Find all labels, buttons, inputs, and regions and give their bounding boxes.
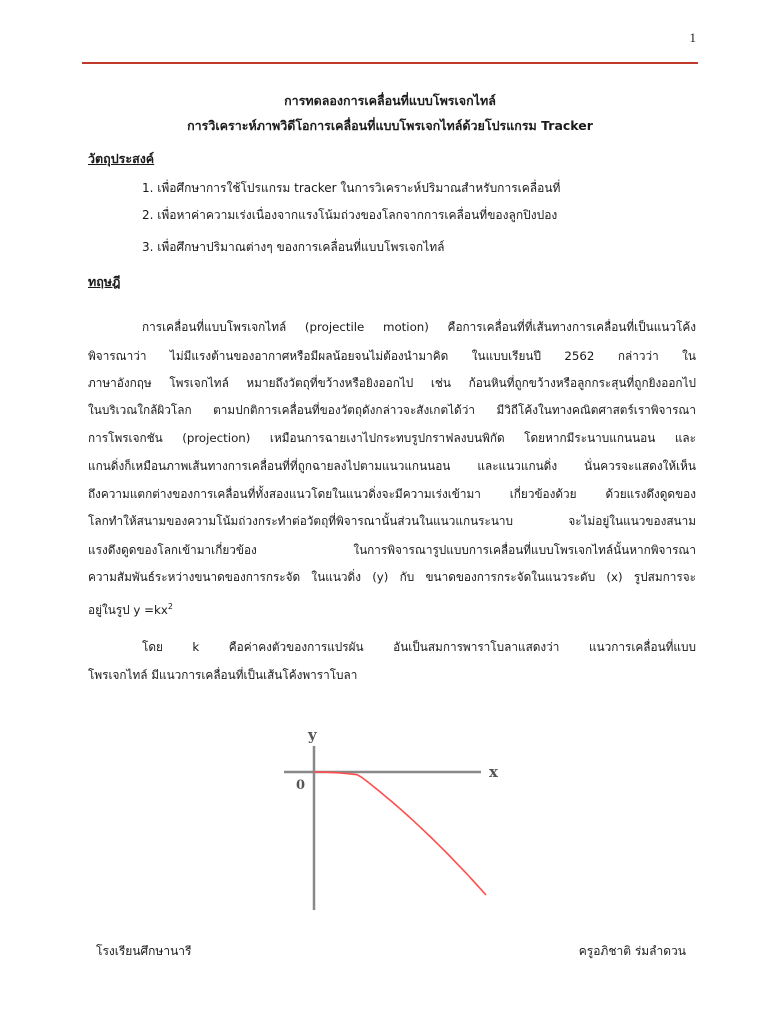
- document-title: การทดลองการเคลื่อนที่แบบโพรเจกไทล์: [284, 93, 496, 108]
- theory-line: โดย k คือค่าคงตัวของการแปรผัน อันเป็นสมการพาราโบลาแสดงว่า แนวการเคลื่อนที่แบบ: [142, 640, 696, 654]
- theory-line: แรงดึงดูดของโลกเข้ามาเกี่ยวข้อง ในการพิจารณารูปแบบการเคลื่อนที่แบบโพรเจกไทล์นั้นหากพิจารณา: [88, 543, 696, 557]
- parabola-figure: [276, 722, 506, 910]
- objective-item-2: 2. เพื่อหาค่าความเร่งเนื่องจากแรงโน้มถ่วงของโลกจากการเคลื่อนที่ของลูกปิงปอง: [142, 208, 558, 222]
- page-number: 1: [689, 30, 696, 45]
- theory-line: โลกทำให้สนามของความโน้มถ่วงกระทำต่อวัตถุที่พิจารณานั้นส่วนในแนวแกนระนาบ จะไม่อยู่ในแนวของสนาม: [88, 514, 696, 528]
- theory-line: โพรเจกไทล์ มีแนวการเคลื่อนที่เป็นเส้นโค้งพาราโบลา: [88, 668, 358, 682]
- theory-line: ความสัมพันธ์ระหว่างขนาดของการกระจัด ในแนวดิ่ง (y) กับ ขนาดของการกระจัดในแนวระดับ (x) รูปสมการจะ: [88, 570, 696, 584]
- theory-line: ถึงความแตกต่างของการเคลื่อนที่ทั้งสองแนวโดยในแนวดิ่งจะมีความเร่งเข้ามา เกี่ยวข้องด้วย ด้วยแรงดึงดูดของ: [88, 487, 696, 501]
- parabola-diagram: [276, 722, 506, 910]
- theory-line: พิจารณาว่า ไม่มีแรงต้านของอากาศหรือมีผลน้อยจนไม่ต้องนำมาคิด ในแบบเรียนปี 2562 กล่าวว่า ใน: [88, 349, 696, 363]
- objectives-heading: วัตถุประสงค์: [88, 151, 155, 166]
- objective-item-1: 1. เพื่อศึกษาการใช้โปรแกรม tracker ในการวิเคราะห์ปริมาณสำหรับการเคลื่อนที่: [142, 181, 561, 195]
- theory-line: แกนดิ่งก็เหมือนภาพเส้นทางการเคลื่อนที่ที่ถูกฉายลงไปตามแนวแกนนอน และแนวแกนดิ่ง นั่นควรจะแสดงให้เห็น: [88, 459, 696, 473]
- theory-heading: ทฤษฎี: [88, 274, 121, 289]
- formula-exponent: 2: [167, 602, 173, 611]
- theory-line: การโพรเจกชัน (projection) เหมือนการฉายเงาไปกระทบรูปกราฟลงบนพิกัด โดยหากมีระนาบแกนนอน และ: [88, 431, 696, 445]
- document-subtitle: การวิเคราะห์ภาพวิดีโอการเคลื่อนที่แบบโพรเจกไทล์ด้วยโปรแกรม Tracker: [187, 118, 593, 133]
- footer-school: โรงเรียนศึกษานารี: [96, 944, 192, 958]
- origin-label: 0: [296, 778, 306, 793]
- theory-line: ภาษาอังกฤษ โพรเจกไทล์ หมายถึงวัตถุที่ขว้างหรือยิงออกไป เช่น ก้อนหินที่ถูกขว้างหรือลูกกระสุนที่ถูกยิงออกไป: [88, 376, 696, 390]
- objective-item-3: 3. เพื่อศึกษาปริมาณต่างๆ ของการเคลื่อนที่แบบโพรเจกไทล์: [142, 240, 445, 254]
- formula-text: อยู่ในรูป y =kx: [88, 602, 168, 617]
- header-rule: [82, 62, 698, 64]
- x-axis-label: x: [489, 763, 498, 781]
- theory-line: ในบริเวณใกล้ผิวโลก ตามปกติการเคลื่อนที่ของวัตถุดังกล่าวจะสังเกตได้ว่า มีวิถีโค้งในทางคณิตศาสตร์เราพิจารณา: [88, 403, 696, 417]
- parabola-curve: [314, 772, 486, 895]
- y-axis-label: y: [308, 726, 317, 744]
- theory-line: การเคลื่อนที่แบบโพรเจกไทล์ (projectile motion) คือการเคลื่อนที่ที่เส้นทางการเคลื่อนที่เป็นแนวโค้ง: [142, 320, 696, 334]
- footer-teacher: ครูอภิชาติ ร่มลำดวน: [578, 944, 686, 958]
- formula-line: [88, 597, 173, 617]
